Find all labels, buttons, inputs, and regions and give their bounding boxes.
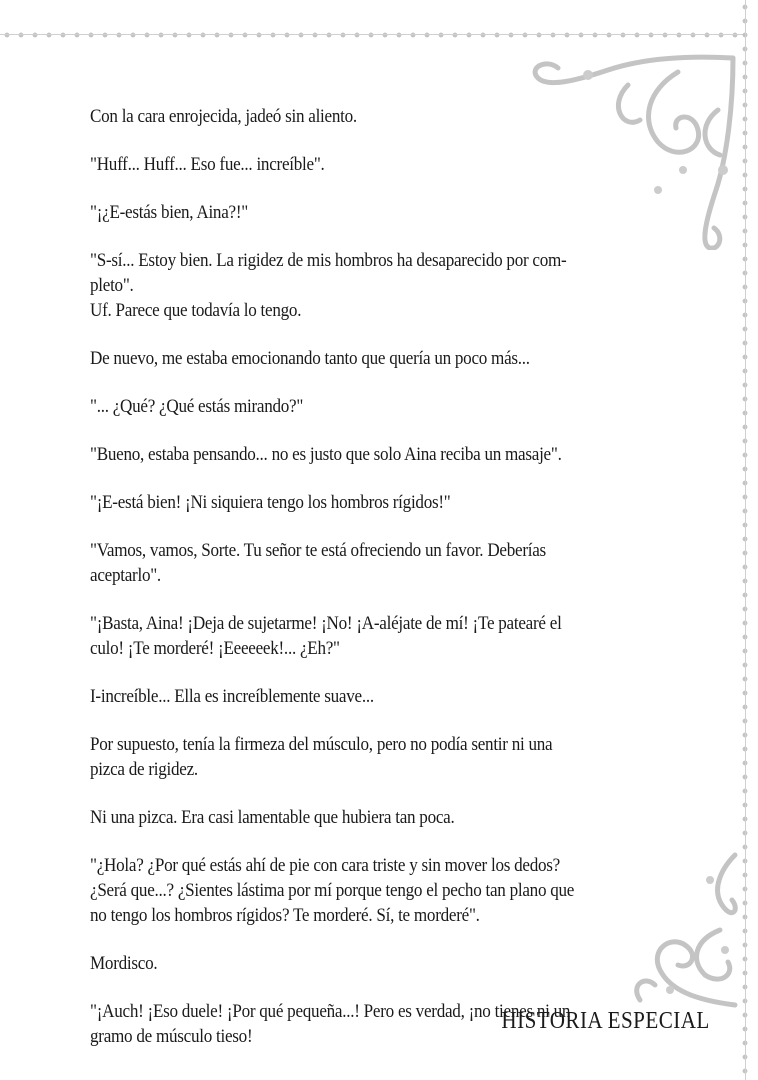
chapter-footer: HISTORIA ESPECIAL (501, 1008, 710, 1034)
text-line: Con la cara enrojecida, jadeó sin aliento. (90, 106, 357, 127)
text-line: "¡E-está bien! ¡Ni siquiera tengo los hombros rígidos!" (90, 492, 451, 513)
text-line: "¡Basta, Aina! ¡Deja de sujetarme! ¡No! ¡A-aléjate de mí! ¡Te patearé el (90, 613, 562, 634)
paragraph (90, 732, 680, 782)
paragraph (90, 346, 680, 371)
text-line: De nuevo, me estaba emocionando tanto que quería un poco más... (90, 348, 530, 369)
text-line: aceptarlo". (90, 565, 161, 586)
text-line: "Bueno, estaba pensando... no es justo que solo Aina reciba un masaje". (90, 444, 562, 465)
text-line: "S-sí... Estoy bien. La rigidez de mis hombros ha desaparecido por com- (90, 250, 567, 271)
paragraph (90, 538, 680, 588)
text-line: "¡¿E-estás bien, Aina?!" (90, 202, 248, 223)
story-text (90, 104, 680, 1072)
text-line: gramo de músculo tieso! (90, 1026, 253, 1047)
text-line: I-increíble... Ella es increíblemente suave... (90, 686, 374, 707)
paragraph (90, 104, 680, 129)
text-line: culo! ¡Te morderé! ¡Eeeeeek!... ¿Eh?" (90, 638, 340, 659)
text-line: "¿Hola? ¿Por qué estás ahí de pie con cara triste y sin mover los dedos? (90, 855, 560, 876)
paragraph (90, 684, 680, 709)
paragraph (90, 611, 680, 661)
paragraph (90, 200, 680, 225)
text-line: "Huff... Huff... Eso fue... increíble". (90, 154, 325, 175)
text-line: "¡Auch! ¡Eso duele! ¡Por qué pequeña...! Pero es verdad, ¡no tienes ni un (90, 1001, 571, 1022)
paragraph (90, 248, 680, 323)
text-line: ¿Será que...? ¿Sientes lástima por mí porque tengo el pecho tan plano que (90, 880, 575, 901)
paragraph (90, 853, 680, 928)
text-line: no tengo los hombros rígidos? Te morderé. Sí, te morderé". (90, 905, 480, 926)
dotted-border-top (0, 28, 745, 42)
paragraph (90, 805, 680, 830)
paragraph (90, 951, 680, 976)
text-line: pleto". (90, 275, 134, 296)
border-right-line (745, 0, 746, 1080)
text-line: pizca de rigidez. (90, 759, 198, 780)
text-line: Ni una pizca. Era casi lamentable que hubiera tan poca. (90, 807, 455, 828)
paragraph (90, 394, 680, 419)
text-line: Uf. Parece que todavía lo tengo. (90, 300, 302, 321)
border-top-line (0, 34, 745, 35)
text-line: Por supuesto, tenía la firmeza del músculo, pero no podía sentir ni una (90, 734, 553, 755)
paragraph (90, 152, 680, 177)
paragraph (90, 442, 680, 467)
paragraph (90, 490, 680, 515)
dotted-border-right (738, 0, 754, 1080)
text-line: Mordisco. (90, 953, 158, 974)
text-line: "... ¿Qué? ¿Qué estás mirando?" (90, 396, 304, 417)
text-line: "Vamos, vamos, Sorte. Tu señor te está ofreciendo un favor. Deberías (90, 540, 546, 561)
